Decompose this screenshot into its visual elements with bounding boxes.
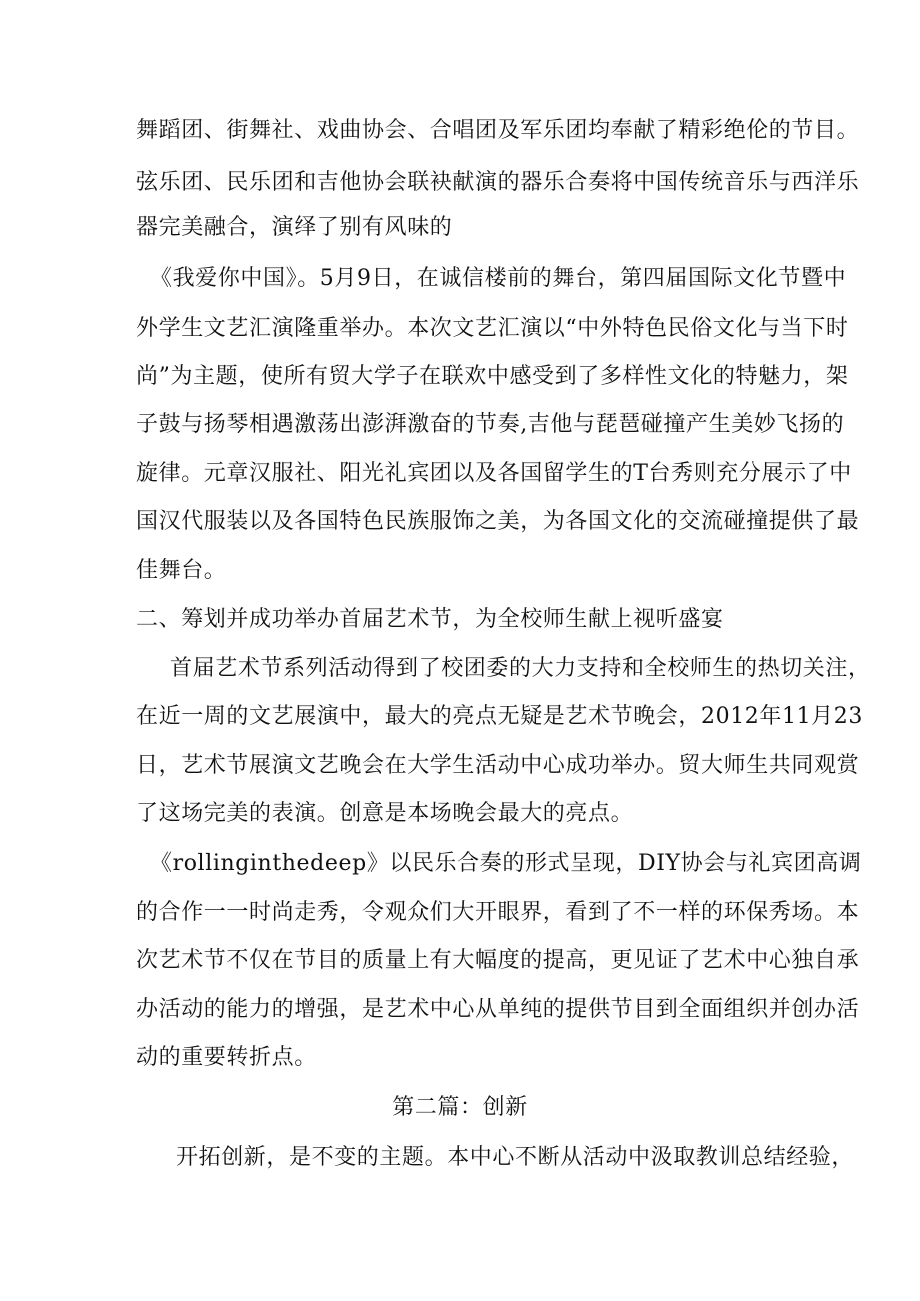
paragraph-line: 佳舞台。: [136, 558, 227, 583]
paragraph-line: 器完美融合，演绎了别有风味的: [136, 215, 453, 240]
paragraph-line: 子鼓与扬琴相遇激荡出澎湃激奋的节奏,吉他与琵琶碰撞产生美妙飞扬的: [136, 412, 845, 437]
paragraph-line: 在近一周的文艺展演中，最大的亮点无疑是艺术节晚会，2012年11月23: [136, 704, 863, 729]
section-heading: 二、筹划并成功举办首届艺术节，为全校师生献上视听盛宴: [136, 607, 724, 632]
paragraph-line: 次艺术节不仅在节目的质量上有大幅度的提高，更见证了艺术中心独自承: [136, 948, 860, 973]
paragraph-line: 弦乐团、民乐团和吉他协会联袂献演的器乐合奏将中国传统音乐与西洋乐: [136, 170, 860, 195]
paragraph-line: 国汉代服装以及各国特色民族服饰之美，为各国文化的交流碰撞提供了最: [136, 509, 860, 534]
paragraph-line: 旋律。元章汉服社、阳光礼宾团以及各国留学生的T台秀则充分展示了中: [136, 461, 852, 486]
paragraph-line: 办活动的能力的增强，是艺术中心从单纯的提供节目到全面组织并创办活: [136, 997, 860, 1022]
paragraph-line: 《我爱你中国》。5月9日，在诚信楼前的舞台，第四届国际文化节暨中: [150, 266, 847, 291]
paragraph-line: 外学生文艺汇演隆重举办。本次文艺汇演以“中外特色民俗文化与当下时: [136, 316, 849, 341]
paragraph-line: 舞蹈团、街舞社、戏曲协会、合唱团及军乐团均奉献了精彩绝伦的节目。: [136, 118, 860, 143]
paragraph-line: 日，艺术节展演文艺晚会在大学生活动中心成功举办。贸大师生共同观赏: [136, 753, 860, 778]
paragraph-line: 《rollinginthedeep》以民乐合奏的形式呈现，DIY协会与礼宾团高调: [150, 851, 862, 876]
paragraph-line: 的合作一一时尚走秀，令观众们大开眼界，看到了不一样的环保秀场。本: [136, 900, 860, 925]
chapter-title: 第二篇：创新: [392, 1095, 528, 1120]
paragraph-line: 开拓创新，是不变的主题。本中心不断从活动中汲取教训总结经验，: [176, 1145, 855, 1170]
paragraph-line: 动的重要转折点。: [136, 1045, 317, 1070]
paragraph-line: 了这场完美的表演。创意是本场晚会最大的亮点。: [136, 801, 634, 826]
paragraph-line: 首届艺术节系列活动得到了校团委的大力支持和全校师生的热切关注，: [170, 656, 871, 681]
paragraph-line: 尚”为主题，使所有贸大学子在联欢中感受到了多样性文化的特魅力，架: [136, 364, 849, 389]
